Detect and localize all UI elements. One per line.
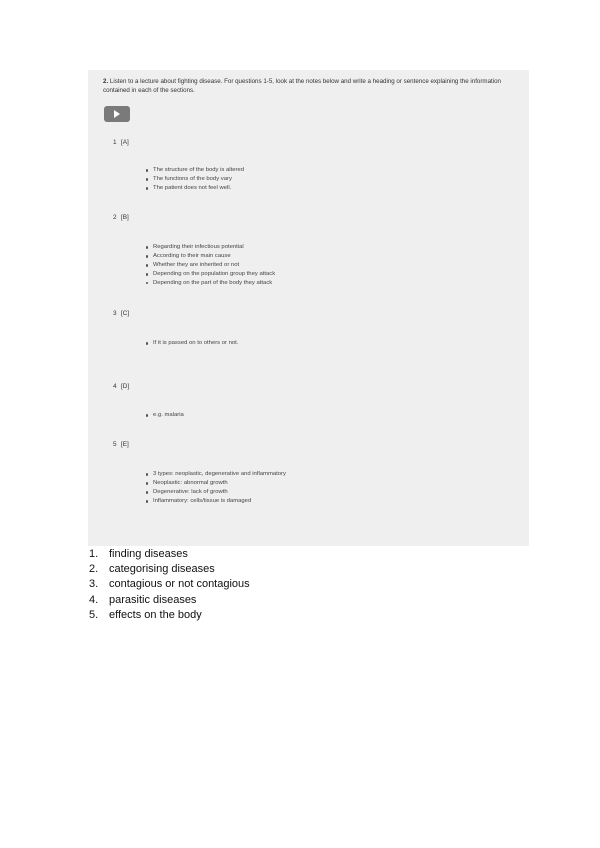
task-text: Listen to a lecture about fighting disease. For questions 1-5, look at the notes below and write a heading or sentence explaining the information contained in each of the sections. bbox=[103, 78, 501, 94]
note-item: Depending on the population group they attack bbox=[145, 270, 275, 279]
answer-number: 3. bbox=[89, 578, 99, 591]
section-a-notes bbox=[145, 166, 244, 193]
answer-list bbox=[89, 547, 250, 623]
section-label-b bbox=[113, 214, 129, 221]
note-item: e.g. malaria bbox=[145, 411, 184, 420]
task-instructions bbox=[103, 77, 523, 95]
section-label-a bbox=[113, 139, 129, 146]
note-item: The patient does not feel well. bbox=[145, 184, 244, 193]
answer-text: effects on the body bbox=[109, 608, 202, 621]
section-blank: [C] bbox=[121, 310, 130, 317]
section-number: 5 bbox=[113, 441, 117, 448]
answer-item bbox=[89, 562, 250, 577]
audio-play-button[interactable] bbox=[104, 106, 130, 122]
answer-item bbox=[89, 547, 250, 562]
section-blank: [A] bbox=[121, 139, 129, 146]
section-blank: [B] bbox=[121, 214, 129, 221]
answer-number: 5. bbox=[89, 608, 99, 621]
section-blank: [E] bbox=[121, 441, 129, 448]
exercise-panel bbox=[88, 70, 529, 546]
answer-item bbox=[89, 577, 250, 592]
section-label-d bbox=[113, 383, 129, 390]
note-item: Neoplastic: abnormal growth bbox=[145, 479, 286, 488]
section-c-notes bbox=[145, 339, 238, 348]
answer-item bbox=[89, 593, 250, 608]
section-number: 2 bbox=[113, 214, 117, 221]
section-blank: [D] bbox=[121, 383, 130, 390]
task-number: 2. bbox=[103, 78, 109, 85]
answer-item bbox=[89, 608, 250, 623]
note-item: The structure of the body is altered bbox=[145, 166, 244, 175]
answer-text: categorising diseases bbox=[109, 563, 215, 576]
note-item: The functions of the body vary bbox=[145, 175, 244, 184]
section-label-c bbox=[113, 310, 129, 317]
answer-number: 2. bbox=[89, 563, 99, 576]
section-label-e bbox=[113, 441, 129, 448]
play-icon bbox=[113, 110, 121, 118]
section-d-notes bbox=[145, 411, 184, 420]
note-item: According to their main cause bbox=[145, 252, 275, 261]
note-item: Whether they are inherited or not bbox=[145, 261, 275, 270]
section-number: 4 bbox=[113, 383, 117, 390]
note-item: 3 types: neoplastic, degenerative and inflammatory bbox=[145, 470, 286, 479]
answer-text: finding diseases bbox=[109, 548, 188, 560]
section-number: 3 bbox=[113, 310, 117, 317]
answer-number: 4. bbox=[89, 593, 99, 606]
section-b-notes bbox=[145, 243, 275, 288]
answer-number: 1. bbox=[89, 548, 99, 560]
note-item: If it is passed on to others or not. bbox=[145, 339, 238, 348]
answer-text: contagious or not contagious bbox=[109, 578, 250, 591]
note-item: Inflammatory: cells/tissue is damaged bbox=[145, 497, 286, 506]
section-e-notes bbox=[145, 470, 286, 506]
answer-text: parasitic diseases bbox=[109, 593, 197, 606]
note-item: Regarding their infectious potential bbox=[145, 243, 275, 252]
note-item: Degenerative: lack of growth bbox=[145, 488, 286, 497]
note-item: Depending on the part of the body they attack bbox=[145, 279, 275, 288]
section-number: 1 bbox=[113, 139, 117, 146]
